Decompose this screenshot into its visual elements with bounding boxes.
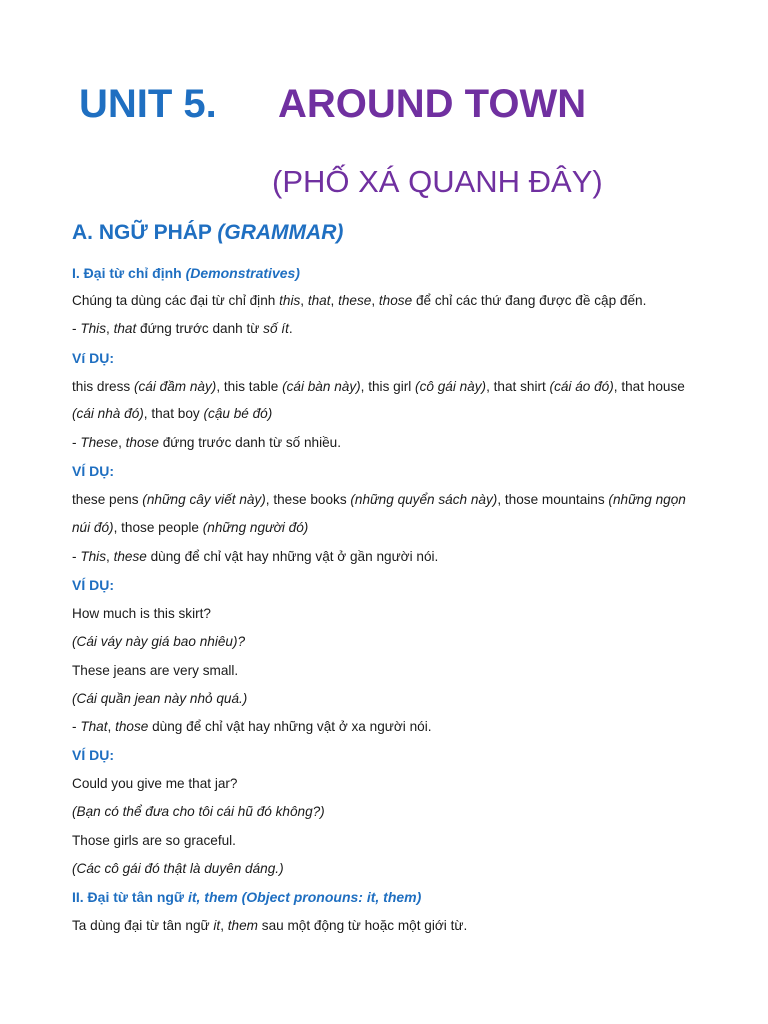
intro-seg: this: [279, 293, 301, 308]
ex-seg: (những người đó): [202, 520, 309, 535]
rule-seg: ,: [118, 435, 126, 450]
ex-seg: , those people: [113, 520, 203, 535]
ex-seg: (Cái váy này giá bao nhiêu)?: [72, 634, 246, 649]
intro-seg: sau một động từ hoặc một giới từ.: [258, 918, 468, 933]
intro-seg: ,: [371, 293, 379, 308]
rule-seg: This: [80, 321, 106, 336]
intro-seg: Ta dùng đại từ tân ngữ: [72, 918, 214, 933]
intro-seg: ,: [330, 293, 339, 308]
ex-seg: (những ngọn: [608, 492, 686, 507]
rule-seg: ,: [106, 321, 114, 336]
ex-seg: , this table: [216, 379, 283, 394]
part2-heading: [72, 887, 421, 907]
rule-seg: that: [113, 321, 137, 336]
ex-seg: núi đó): [72, 520, 114, 535]
ex-seg: , that boy: [143, 406, 204, 421]
example-4-sentence: Those girls are so graceful.: [72, 833, 236, 848]
unit-heading: [79, 80, 587, 128]
example-3-translation: [72, 689, 247, 709]
ex-seg: , this girl: [360, 379, 416, 394]
rule-seg: ,: [107, 719, 116, 734]
rule-1: [72, 319, 293, 339]
ex-seg: (cậu bé đó): [203, 406, 273, 421]
intro-seg: Chúng ta dùng các đại từ chỉ định: [72, 293, 280, 308]
rule-seg: -: [72, 321, 81, 336]
rule-seg: those: [115, 719, 149, 734]
rule-seg: This: [80, 549, 106, 564]
rule-seg: those: [125, 435, 159, 450]
rule-seg: đứng trước danh từ số nhiều.: [158, 435, 341, 450]
rule-seg: These: [80, 435, 119, 450]
intro-seg: them: [227, 918, 258, 933]
part1-intro: [72, 291, 646, 311]
unit-title: AROUND TOWN: [278, 82, 587, 126]
rule-seg: ,: [106, 549, 114, 564]
rule-2: [72, 433, 341, 453]
intro-seg: those: [378, 293, 413, 308]
rule-seg: .: [288, 321, 293, 336]
ex-seg: (cái đầm này): [133, 379, 217, 394]
rule-seg: dùng để chỉ vật hay những vật ở gần người nói.: [146, 549, 439, 564]
part1-heading: [72, 263, 300, 283]
rule-4: [72, 717, 432, 737]
rule-seg: số ít: [263, 321, 289, 336]
ex-seg: (Các cô gái đó thật là duyên dáng.): [72, 861, 284, 876]
rule-seg: dùng để chỉ vật hay những vật ở xa người nói.: [148, 719, 432, 734]
intro-seg: it: [213, 918, 221, 933]
ex-seg: , these books: [265, 492, 351, 507]
ex-seg: (cái nhà đó): [72, 406, 144, 421]
part2-intro: [72, 916, 467, 936]
ex-seg: , that house: [613, 379, 685, 394]
rule-seg: That: [80, 719, 108, 734]
ex-seg: (Bạn có thể đưa cho tôi cái hũ đó không?): [72, 804, 325, 819]
ex-seg: (những quyển sách này): [350, 492, 498, 507]
unit-number: UNIT 5.: [79, 82, 217, 126]
example-4-sentence: Could you give me that jar?: [72, 776, 238, 791]
example-label-3: VÍ DỤ:: [72, 577, 114, 593]
section-a-heading: [72, 218, 343, 248]
ex-seg: (cô gái này): [415, 379, 487, 394]
rule-seg: -: [72, 719, 81, 734]
part1-heading-text: I. Đại từ chỉ định: [72, 265, 186, 281]
part1-heading-italic: (Demonstratives): [185, 265, 300, 281]
section-a-title: A. NGỮ PHÁP: [72, 221, 218, 244]
example-3-sentence: These jeans are very small.: [72, 663, 239, 678]
rule-seg: -: [72, 435, 81, 450]
unit-subtitle: (PHỐ XÁ QUANH ĐÂY): [272, 164, 603, 199]
example-1-line-2: [72, 404, 272, 424]
rule-seg: -: [72, 549, 81, 564]
example-3-translation: [72, 632, 245, 652]
ex-seg: , those mountains: [497, 492, 609, 507]
example-label-1: Ví DỤ:: [72, 350, 114, 366]
part2-heading-bold: it, them): [366, 889, 422, 905]
section-a-title-italic: (GRAMMAR): [217, 221, 344, 244]
ex-seg: (những cây viết này): [142, 492, 266, 507]
intro-seg: để chỉ các thứ đang được đề cập đến.: [412, 293, 647, 308]
ex-seg: , that shirt: [486, 379, 550, 394]
ex-seg: these pens: [72, 492, 143, 507]
rule-seg: these: [113, 549, 147, 564]
rule-seg: đứng trước danh từ: [136, 321, 264, 336]
example-2-line-2: [72, 518, 308, 538]
example-4-translation: [72, 859, 284, 879]
example-label-4: VÍ DỤ:: [72, 747, 114, 763]
example-4-translation: [72, 802, 325, 822]
part2-heading-italic: it, them (Object pronouns:: [187, 889, 367, 905]
intro-seg: ,: [220, 918, 228, 933]
example-3-sentence: How much is this skirt?: [72, 606, 211, 621]
ex-seg: (cái bàn này): [282, 379, 361, 394]
part2-heading-text: II. Đại từ tân ngữ: [72, 889, 188, 905]
rule-3: [72, 547, 438, 567]
example-1-line-1: [72, 377, 685, 397]
intro-seg: that: [307, 293, 331, 308]
intro-seg: ,: [300, 293, 308, 308]
intro-seg: these: [338, 293, 372, 308]
example-label-2: VÍ DỤ:: [72, 463, 114, 479]
ex-seg: this dress: [72, 379, 134, 394]
ex-seg: (cái áo đó): [549, 379, 614, 394]
example-2-line-1: [72, 490, 686, 510]
ex-seg: (Cái quần jean này nhỏ quá.): [72, 691, 248, 706]
